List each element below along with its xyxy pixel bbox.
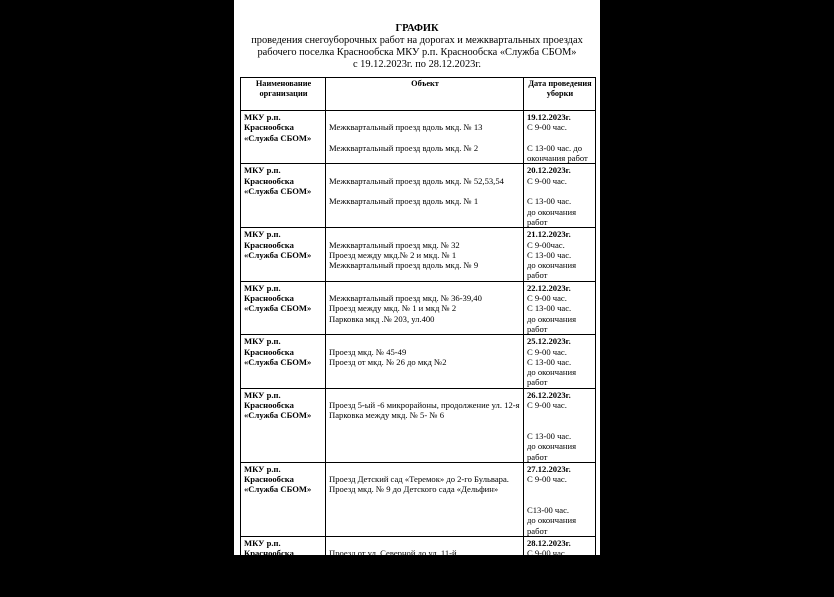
- object-line: Проезд мкд. № 9 до Детского сада «Дельфин»: [329, 484, 499, 495]
- cleaning-time: С 13-00 час.: [527, 249, 572, 260]
- document-title: ГРАФИК: [395, 23, 439, 34]
- date-cell: [524, 111, 596, 164]
- organization-line: «Служба СБОМ»: [244, 249, 312, 260]
- organization-line: «Служба СБОМ»: [244, 356, 312, 367]
- date-cell: [524, 462, 596, 536]
- object-line: [329, 283, 521, 293]
- header-line: с 19.12.2023г. по 28.12.2023г.: [352, 59, 482, 70]
- cleaning-time: С 9-00 час.: [527, 175, 567, 186]
- table-row: [241, 335, 596, 388]
- object-line: Межквартальный проезд вдоль мкд. № 1: [329, 196, 479, 207]
- organization-line: МКУ р.п.: [244, 389, 281, 400]
- cleaning-time: С 13-00 час.: [527, 356, 572, 367]
- date-cell: [524, 164, 596, 228]
- object-cell: [326, 335, 524, 388]
- cleaning-date: 19.12.2023г.: [527, 112, 571, 122]
- cleaning-time: до окончания работ: [527, 313, 577, 334]
- cleaning-time: С 9-00 час.: [527, 548, 567, 559]
- organization-line: «Служба СБОМ»: [244, 132, 312, 143]
- table-row: [241, 281, 596, 334]
- organization-line: «Служба СБОМ»: [244, 186, 312, 197]
- date-cell: [524, 388, 596, 462]
- cleaning-time: [527, 421, 593, 431]
- cleaning-time: [527, 495, 593, 505]
- object-line: [329, 390, 521, 400]
- object-line: Проезд Детский сад «Теремок» до 2-го Бульвара.: [329, 474, 509, 485]
- table-header-row: [241, 78, 596, 111]
- cleaning-time: до окончания работ: [527, 367, 577, 388]
- table-row: [241, 462, 596, 536]
- object-cell: [326, 536, 524, 596]
- cleaning-date: 28.12.2023г.: [527, 537, 571, 548]
- cleaning-time: [527, 410, 593, 420]
- column-header-organization: Наименование организации: [241, 78, 326, 111]
- cleaning-time: [527, 133, 593, 143]
- organization-cell: [241, 335, 326, 388]
- date-cell: [524, 536, 596, 596]
- organization-line: «Служба СБОМ»: [244, 410, 312, 421]
- object-line: Парковка между мкд. № 5- № 6: [329, 410, 445, 421]
- date-cell: [524, 228, 596, 281]
- cleaning-date: 27.12.2023г.: [527, 463, 571, 474]
- organization-line: МКУ р.п.: [244, 165, 281, 176]
- cleaning-date: 22.12.2023г.: [527, 282, 571, 293]
- object-line: Проезд от мкд. № 26 до мкд №2: [329, 356, 447, 367]
- object-cell: [326, 388, 524, 462]
- table-row: [241, 536, 596, 596]
- cleaning-time: [527, 186, 593, 196]
- organization-line: МКУ р.п.: [244, 463, 281, 474]
- cleaning-date: 25.12.2023г.: [527, 336, 571, 347]
- organization-line: МКУ р.п.: [244, 282, 281, 293]
- object-cell: [326, 228, 524, 281]
- organization-cell: [241, 388, 326, 462]
- cleaning-time: С 9-00час.: [527, 239, 565, 250]
- organization-line: МКУ р.п.: [244, 537, 281, 548]
- object-line: Межквартальный проезд вдоль мкд. № 52,53,54: [329, 175, 504, 186]
- organization-cell: [241, 228, 326, 281]
- cleaning-time: С 9-00 час.: [527, 400, 567, 411]
- cleaning-time: С 9-00 час.: [527, 474, 567, 485]
- object-line: Парковка мкд .№ 203, ул.400: [329, 313, 435, 324]
- object-line: Межквартальный проезд вдоль мкд. № 2: [329, 142, 479, 153]
- organization-line: Краснообска: [244, 346, 294, 357]
- cleaning-time: до окончания работ: [527, 441, 577, 462]
- organization-cell: [241, 164, 326, 228]
- header-line: проведения снегоуборочных работ на дорогах и межквартальных проездах: [251, 35, 583, 46]
- document-header: [234, 0, 600, 71]
- object-line: [329, 229, 521, 239]
- organization-line: «Служба СБОМ»: [244, 303, 312, 314]
- schedule-table: [240, 77, 596, 597]
- object-line: [329, 133, 521, 143]
- header-line: рабочего поселка Краснообска МКУ р.п. Краснообска «Служба СБОМ»: [257, 47, 577, 58]
- cleaning-time: С 13-00 час.: [527, 196, 572, 207]
- organization-line: «Служба СБОМ»: [244, 558, 312, 569]
- organization-line: МКУ р.п.: [244, 336, 281, 347]
- cleaning-time: С 13-00 час.: [527, 430, 572, 441]
- cleaning-time: [527, 484, 593, 494]
- table-row: [241, 228, 596, 281]
- cleaning-date: 20.12.2023г.: [527, 165, 571, 176]
- table-row: [241, 388, 596, 462]
- organization-line: Краснообска: [244, 175, 294, 186]
- cleaning-date: 26.12.2023г.: [527, 389, 571, 400]
- cleaning-time: С 9-00 час.: [527, 293, 567, 304]
- object-line: [329, 464, 521, 474]
- cleaning-time: до окончания работ: [527, 515, 577, 536]
- organization-line: МКУ р.п.: [244, 112, 281, 122]
- organization-line: Краснообска: [244, 293, 294, 304]
- organization-line: Краснообска: [244, 239, 294, 250]
- organization-cell: [241, 281, 326, 334]
- organization-line: МКУ р.п.: [244, 229, 281, 240]
- object-line: [329, 186, 521, 196]
- object-line: Проезд 5-ый -6 микрорайоны, продолжение ул. 12-я: [329, 400, 520, 411]
- document-page: [234, 0, 600, 579]
- object-cell: [326, 164, 524, 228]
- date-cell: [524, 335, 596, 388]
- cleaning-time: С 9-00 час.: [527, 346, 567, 357]
- cleaning-time: С 13-00 час.: [527, 303, 572, 314]
- organization-line: Краснообска: [244, 548, 294, 559]
- object-line: Проезд от ул. Северной до ул. 11-й: [329, 548, 457, 559]
- organization-cell: [241, 462, 326, 536]
- object-line: Проезд между мкд. № 1 и мкд № 2: [329, 303, 457, 314]
- object-line: Проезд мкд. № 45-49: [329, 346, 407, 357]
- object-line: Межквартальный проезд мкд. № 36-39,40: [329, 293, 482, 304]
- cleaning-time: до окончания работ: [527, 558, 577, 579]
- object-line: [329, 538, 521, 548]
- object-line: Межквартальный проезд вдоль мкд. № 9: [329, 260, 479, 271]
- organization-line: Краснообска: [244, 474, 294, 485]
- object-line: Детский сад «Золотая Рыбка».: [329, 558, 441, 569]
- organization-line: Краснообска: [244, 400, 294, 411]
- object-cell: [326, 462, 524, 536]
- object-line: [329, 336, 521, 346]
- column-header-date: Дата проведения уборки: [524, 78, 596, 111]
- organization-line: «Служба СБОМ»: [244, 484, 312, 495]
- object-line: [329, 165, 521, 175]
- cleaning-time: С13-00 час.: [527, 504, 570, 515]
- cleaning-time: до окончания работ: [527, 260, 577, 281]
- cleaning-time: С 13-00 час. до окончания работ: [527, 142, 588, 164]
- object-line: Проезд между мкд.№ 2 и мкд. № 1: [329, 249, 457, 260]
- object-line: [329, 112, 521, 122]
- table-row: [241, 111, 596, 164]
- organization-cell: [241, 536, 326, 596]
- column-header-object: Объект: [326, 78, 524, 111]
- table-row: [241, 164, 596, 228]
- object-cell: [326, 281, 524, 334]
- organization-line: Краснообска: [244, 122, 294, 133]
- cleaning-time: до окончания работ: [527, 206, 577, 227]
- cleaning-time: С 9-00 час.: [527, 122, 567, 133]
- object-line: Межквартальный проезд мкд. № 32: [329, 239, 460, 250]
- object-line: Межквартальный проезд вдоль мкд. № 13: [329, 122, 483, 133]
- object-cell: [326, 111, 524, 164]
- date-cell: [524, 281, 596, 334]
- organization-cell: [241, 111, 326, 164]
- cleaning-date: 21.12.2023г.: [527, 229, 571, 240]
